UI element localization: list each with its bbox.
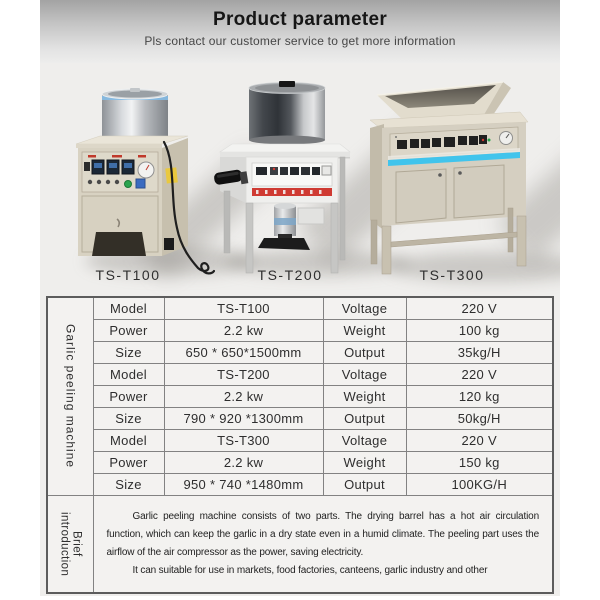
- spec-label-cell: Weight: [323, 452, 406, 474]
- spec-value-cell: 100KG/H: [406, 474, 553, 496]
- spec-value-cell: 150 kg: [406, 452, 553, 474]
- spec-label-cell: Model: [93, 297, 164, 320]
- spec-label-cell: Power: [93, 452, 164, 474]
- product-label-ts-t300: TS-T300: [419, 267, 485, 283]
- spec-value-cell: TS-T200: [164, 364, 323, 386]
- table-row: [47, 297, 553, 320]
- spec-label-cell: Model: [93, 430, 164, 452]
- drying-drum: [249, 81, 325, 145]
- product-image-ts-t200: [212, 80, 382, 278]
- spec-value-cell: 220 V: [406, 297, 553, 320]
- product-image-ts-t100: [60, 78, 215, 278]
- spec-label-cell: Size: [93, 342, 164, 364]
- spec-label-cell: Output: [323, 408, 406, 430]
- spec-label-cell: Weight: [323, 386, 406, 408]
- table-row: [47, 386, 553, 408]
- page-title: Product parameter: [212, 9, 388, 30]
- spec-label-cell: Power: [93, 386, 164, 408]
- spec-value-cell: 2.2 kw: [164, 452, 323, 474]
- side-label-specs: Garlic peeling machine: [47, 297, 93, 496]
- page-subtitle: Pls contact our customer service to get more information: [144, 34, 456, 48]
- spec-label-cell: Voltage: [323, 430, 406, 452]
- spec-value-cell: TS-T300: [164, 430, 323, 452]
- content-panel: [40, 0, 560, 596]
- table-row: [47, 430, 553, 452]
- peeling-mechanism: [258, 203, 324, 250]
- table-row: [47, 474, 553, 496]
- spec-value-cell: 950 * 740 *1480mm: [164, 474, 323, 496]
- table-row: [47, 320, 553, 342]
- spec-value-cell: 790 * 920 *1300mm: [164, 408, 323, 430]
- spec-value-cell: 2.2 kw: [164, 386, 323, 408]
- spec-table: [46, 296, 554, 594]
- spec-label-cell: Model: [93, 364, 164, 386]
- spec-label-cell: Output: [323, 342, 406, 364]
- brief-introduction-cell: [93, 496, 553, 594]
- intro-paragraph-1: Garlic peeling machine consists of two parts. The drying barrel has a hot air circulation function, which can keep the garlic in a dry state even in a humid climate. The peeling part uses the airflow of the air compressor as the power, saving electricity.: [106, 511, 539, 558]
- table-row: [47, 452, 553, 474]
- spec-label-cell: Voltage: [323, 297, 406, 320]
- spec-value-cell: 120 kg: [406, 386, 553, 408]
- spec-label-cell: Output: [323, 474, 406, 496]
- spec-label-cell: Size: [93, 474, 164, 496]
- product-image-ts-t300: [370, 78, 560, 282]
- spec-value-cell: 220 V: [406, 430, 553, 452]
- spec-label-cell: Voltage: [323, 364, 406, 386]
- cabinet: [76, 136, 188, 256]
- table-row: [47, 342, 553, 364]
- side-label-intro: Brief introduction: [47, 496, 93, 594]
- intro-paragraph-2: It can suitable for use in markets, food factories, canteens, garlic industry and other: [132, 565, 488, 576]
- spec-value-cell: 650 * 650*1500mm: [164, 342, 323, 364]
- spec-value-cell: 220 V: [406, 364, 553, 386]
- spec-value-cell: 2.2 kw: [164, 320, 323, 342]
- spec-value-cell: TS-T100: [164, 297, 323, 320]
- spec-value-cell: 35kg/H: [406, 342, 553, 364]
- product-label-ts-t200: TS-T200: [257, 267, 323, 283]
- header-band: [40, 0, 560, 63]
- spec-label-cell: Size: [93, 408, 164, 430]
- spec-value-cell: 50kg/H: [406, 408, 553, 430]
- table-row: [47, 364, 553, 386]
- product-label-ts-t100: TS-T100: [95, 267, 161, 283]
- spec-label-cell: Weight: [323, 320, 406, 342]
- cabinet: [370, 112, 528, 230]
- table-row: [47, 408, 553, 430]
- spec-value-cell: 100 kg: [406, 320, 553, 342]
- table-row: [47, 496, 553, 594]
- spec-label-cell: Power: [93, 320, 164, 342]
- drying-drum: [102, 88, 168, 144]
